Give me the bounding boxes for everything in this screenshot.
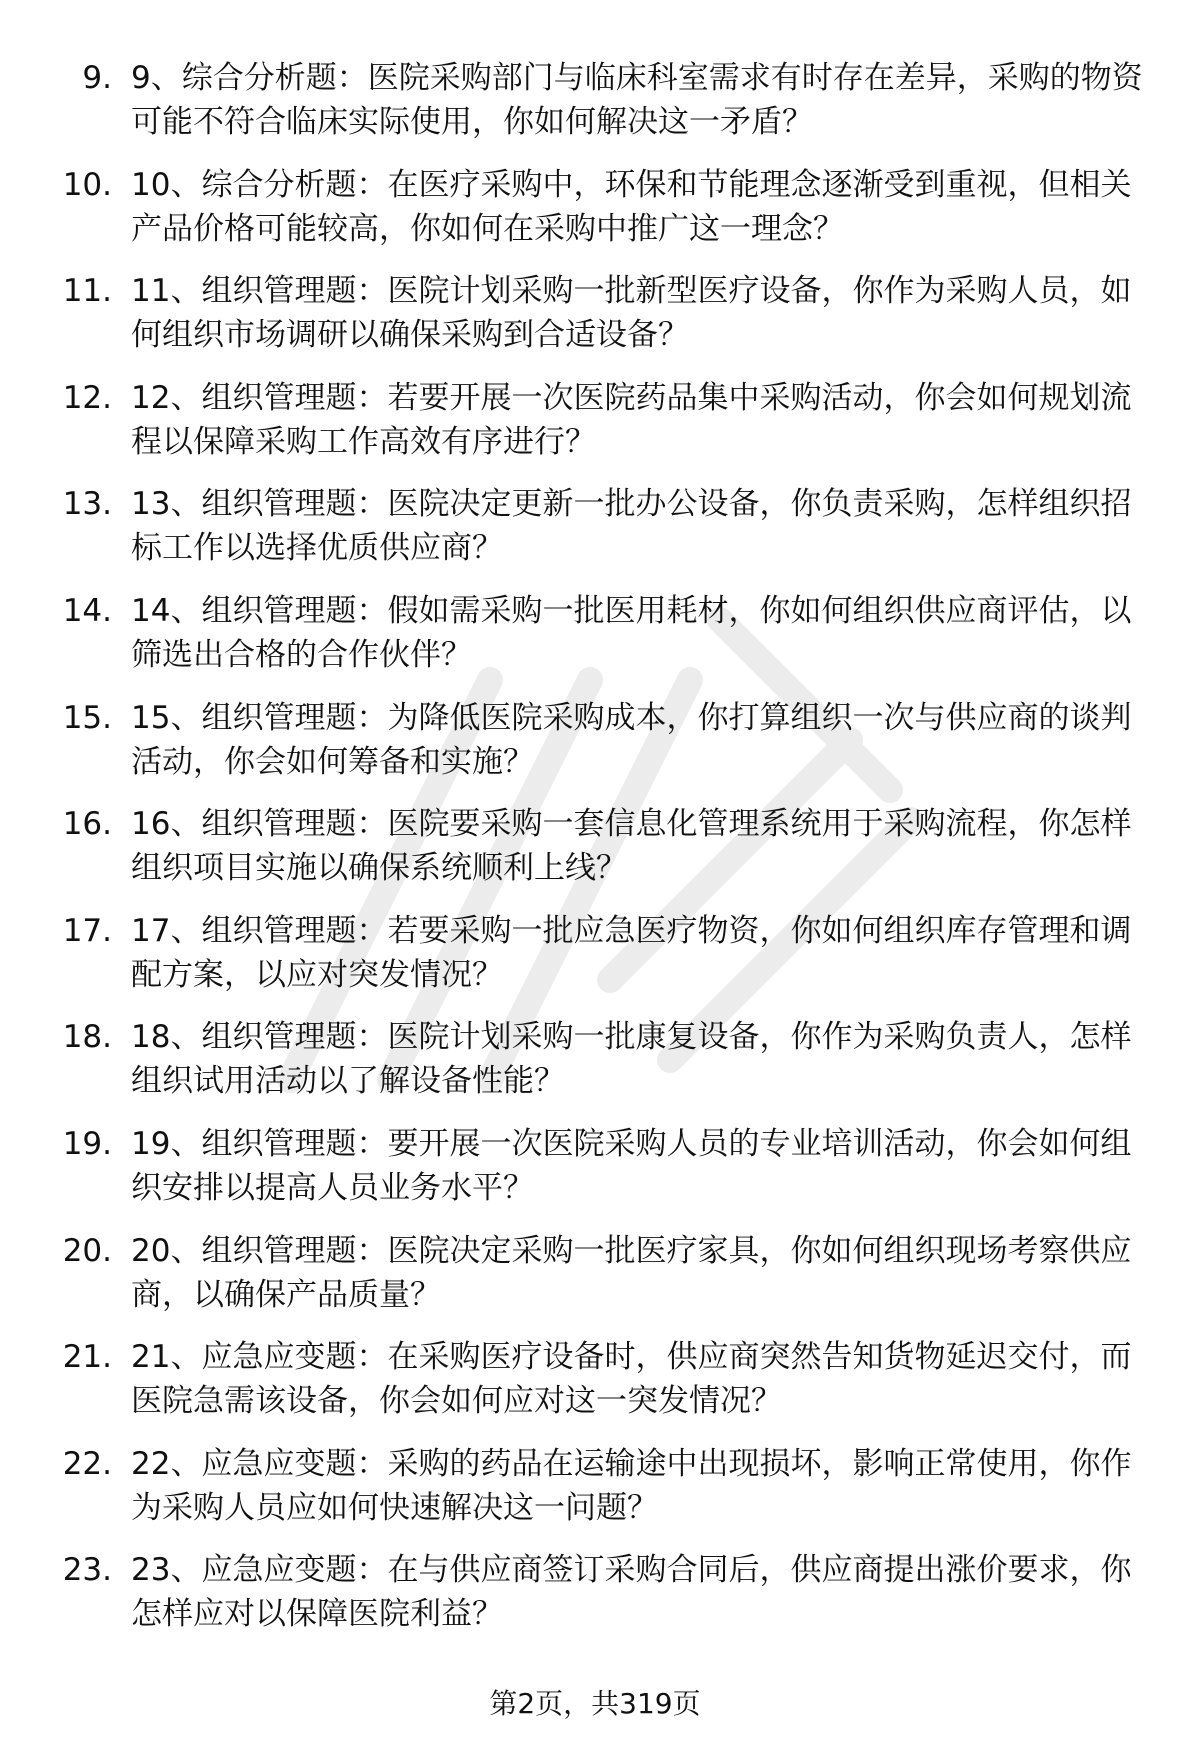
question-item — [0, 792, 1190, 899]
question-number: 20. — [62, 1232, 112, 1269]
question-number: 9. — [82, 60, 112, 96]
question-number: 12. — [62, 379, 112, 416]
question-number: 16. — [62, 806, 112, 843]
question-text: 16、组织管理题：医院要采购一套信息化管理系统用于采购流程，你怎样组织项目实施以确保系统顺利上线？ — [131, 806, 1132, 887]
question-number: 19. — [62, 1125, 112, 1162]
question-number: 21. — [62, 1339, 112, 1376]
question-text: 22、应急应变题：采购的药品在运输途中出现损坏，影响正常使用，你作为采购人员应如何快速解决这一问题？ — [131, 1445, 1132, 1526]
question-item — [0, 153, 1190, 260]
question-list — [0, 46, 1190, 1645]
question-text: 11、组织管理题：医院计划采购一批新型医疗设备，你作为采购人员，如何组织市场调研以确保采购到合适设备？ — [131, 273, 1132, 354]
question-item — [0, 686, 1190, 793]
question-text: 14、组织管理题：假如需采购一批医用耗材，你如何组织供应商评估，以筛选出合格的合作伙伴？ — [131, 592, 1132, 673]
question-number: 17. — [62, 912, 112, 949]
question-item — [0, 1005, 1190, 1112]
question-number: 11. — [62, 273, 112, 310]
question-text: 13、组织管理题：医院决定更新一批办公设备，你负责采购，怎样组织招标工作以选择优质供应商？ — [131, 486, 1132, 567]
question-number: 15. — [62, 699, 112, 736]
question-number: 18. — [62, 1019, 112, 1056]
question-text: 18、组织管理题：医院计划采购一批康复设备，你作为采购负责人，怎样组织试用活动以了解设备性能？ — [131, 1019, 1132, 1100]
question-text: 23、应急应变题：在与供应商签订采购合同后，供应商提出涨价要求，你怎样应对以保障医院利益？ — [131, 1552, 1132, 1633]
question-text: 21、应急应变题：在采购医疗设备时，供应商突然告知货物延迟交付，而医院急需该设备，你会如何应对这一突发情况？ — [131, 1339, 1132, 1420]
question-item — [0, 472, 1190, 579]
question-number: 13. — [62, 486, 112, 523]
question-text: 15、组织管理题：为降低医院采购成本，你打算组织一次与供应商的谈判活动，你会如何筹备和实施？ — [131, 699, 1132, 780]
question-text: 19、组织管理题：要开展一次医院采购人员的专业培训活动，你会如何组织安排以提高人员业务水平？ — [131, 1125, 1132, 1206]
question-item — [0, 46, 1190, 153]
question-item — [0, 1432, 1190, 1539]
question-item — [0, 366, 1190, 473]
question-item — [0, 1219, 1190, 1326]
question-item — [0, 1112, 1190, 1219]
question-item — [0, 259, 1190, 366]
question-number: 10. — [62, 166, 112, 203]
question-item — [0, 899, 1190, 1006]
question-item — [0, 1538, 1190, 1645]
question-item — [0, 1325, 1190, 1432]
question-item — [0, 579, 1190, 686]
question-text: 10、综合分析题：在医疗采购中，环保和节能理念逐渐受到重视，但相关产品价格可能较高，你如何在采购中推广这一理念？ — [131, 166, 1132, 247]
question-number: 23. — [62, 1552, 112, 1589]
question-number: 22. — [62, 1445, 112, 1482]
question-number: 14. — [62, 592, 112, 629]
question-text: 17、组织管理题：若要采购一批应急医疗物资，你如何组织库存管理和调配方案，以应对突发情况？ — [131, 912, 1132, 993]
question-text: 12、组织管理题：若要开展一次医院药品集中采购活动，你会如何规划流程以保障采购工作高效有序进行？ — [131, 379, 1132, 460]
question-text: 9、综合分析题：医院采购部门与临床科室需求有时存在差异，采购的物资可能不符合临床实际使用，你如何解决这一矛盾？ — [131, 60, 1143, 140]
question-text: 20、组织管理题：医院决定采购一批医疗家具，你如何组织现场考察供应商，以确保产品质量？ — [131, 1232, 1132, 1313]
page-indicator: 第2页，共319页 — [489, 1687, 701, 1720]
